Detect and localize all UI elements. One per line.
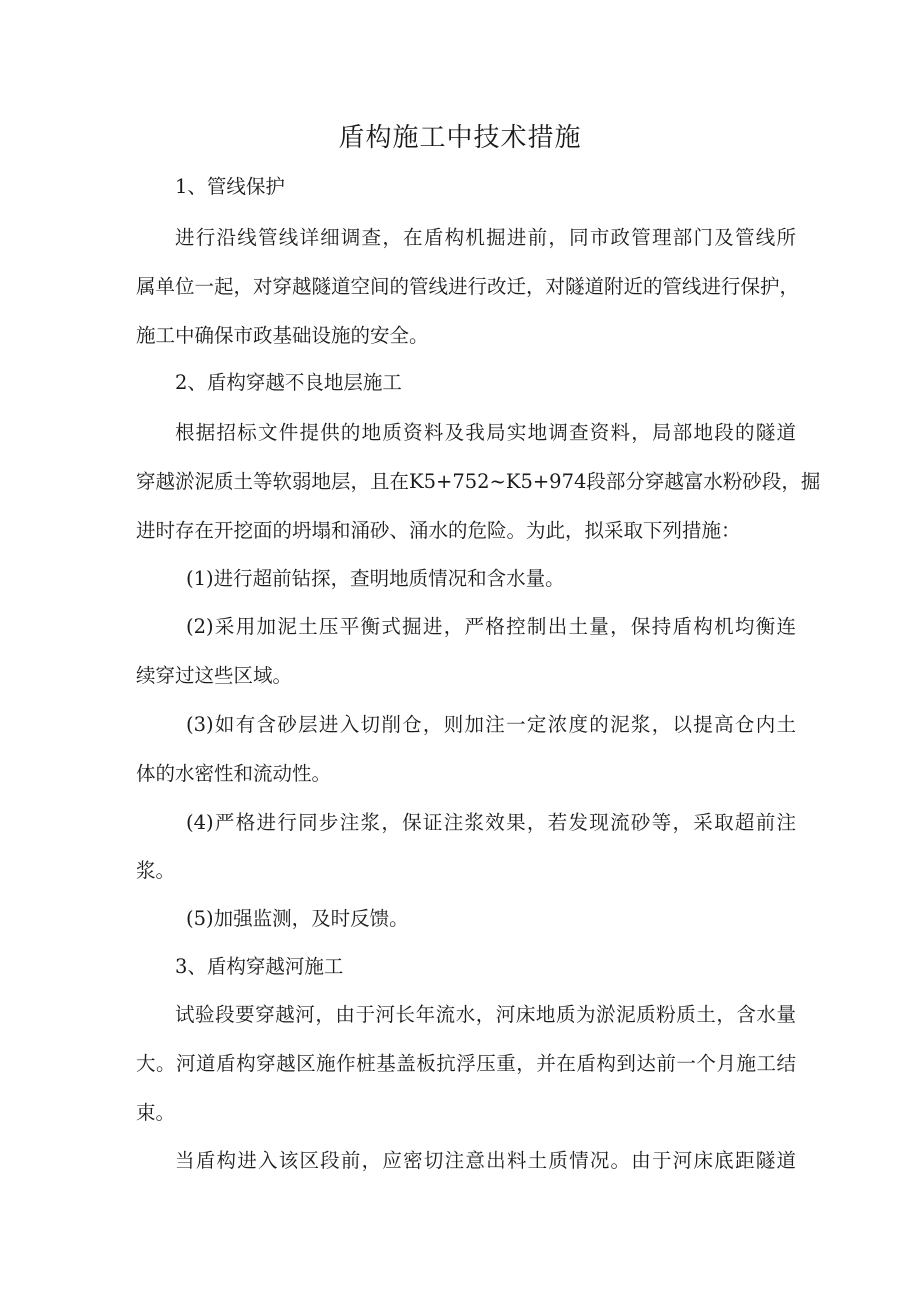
paragraph-line: 属单位一起，对穿越隧道空间的管线进行改迁，对隧道附近的管线进行保护， xyxy=(136,275,800,298)
paragraph-line: 进时存在开挖面的坍塌和涌砂、涌水的危险。为此，拟采取下列措施： xyxy=(136,519,741,542)
measure-item-4: (4)严格进行同步注浆，保证注浆效果，若发现流砂等，采取超前注 xyxy=(186,811,796,834)
measure-item-2: (2)采用加泥土压平衡式掘进，严格控制出土量，保持盾构机均衡连 xyxy=(186,615,796,638)
measure-item-1: (1)进行超前钻探，查明地质情况和含水量。 xyxy=(186,567,565,590)
measure-item-5: (5)加强监测，及时反馈。 xyxy=(186,907,409,930)
paragraph-line: 当盾构进入该区段前，应密切注意出料土质情况。由于河床底距隧道 xyxy=(175,1149,796,1172)
paragraph-line: 根据招标文件提供的地质资料及我局实地调查资料，局部地段的隧道 xyxy=(175,421,796,444)
measure-item-3: (3)如有含砂层进入切削仓，则加注一定浓度的泥浆，以提高仓内土 xyxy=(186,713,796,736)
measure-item-4-cont: 浆。 xyxy=(136,859,176,882)
measure-item-2-cont: 续穿过这些区域。 xyxy=(136,664,293,687)
paragraph-line: 进行沿线管线详细调查，在盾构机掘进前，同市政管理部门及管线所 xyxy=(175,226,796,249)
paragraph-line: 束。 xyxy=(136,1101,176,1124)
section-heading-1: 1、管线保护 xyxy=(175,175,285,198)
page-title: 盾构施工中技术措施 xyxy=(338,123,582,153)
paragraph-line: 大。河道盾构穿越区施作桩基盖板抗浮压重，并在盾构到达前一个月施工结 xyxy=(136,1052,796,1075)
measure-item-3-cont: 体的水密性和流动性。 xyxy=(136,762,332,785)
section-heading-2: 2、盾构穿越不良地层施工 xyxy=(175,371,402,394)
section-heading-3: 3、盾构穿越河施工 xyxy=(175,955,344,978)
paragraph-line: 试验段要穿越河，由于河长年流水，河床地质为淤泥质粉质土，含水量 xyxy=(175,1003,796,1026)
paragraph-line: 穿越淤泥质土等软弱地层，且在K5+752~K5+974段部分穿越富水粉砂段，掘 xyxy=(136,470,821,493)
paragraph-line: 施工中确保市政基础设施的安全。 xyxy=(136,324,429,347)
